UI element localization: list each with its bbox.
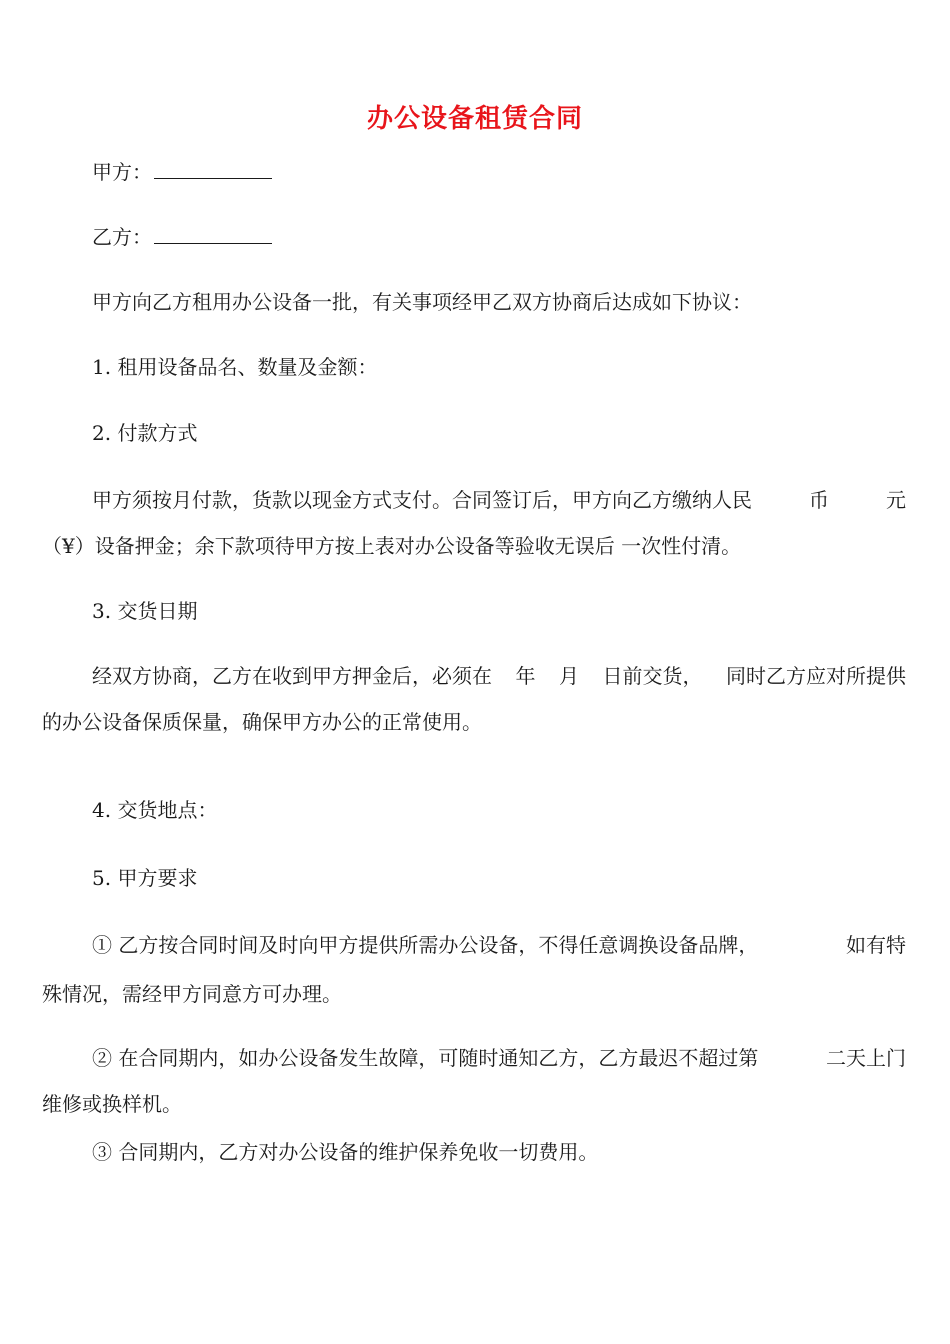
party-a-blank xyxy=(154,160,272,179)
section-5-heading: 5. 甲方要求 xyxy=(92,866,198,890)
section-4-heading: 4. 交货地点： xyxy=(92,798,218,822)
party-a-line xyxy=(92,158,272,186)
requirement-2-text-b: 二天上门 xyxy=(826,1046,906,1070)
section-3-text-day: 日前交货， xyxy=(602,664,703,688)
section-3-text-year: 年 xyxy=(515,664,536,688)
intro-paragraph: 甲方向乙方租用办公设备一批，有关事项经甲乙双方协商后达成如下协议： xyxy=(92,290,752,314)
requirement-3-line-1: ③ 合同期内，乙方对办公设备的维护保养免收一切费用。 xyxy=(92,1140,599,1164)
section-2-heading: 2. 付款方式 xyxy=(92,421,198,445)
section-2-text-b: 币 xyxy=(809,488,829,512)
requirement-1-line-1 xyxy=(92,931,906,959)
section-3-text-b: 同时乙方应对所提供 xyxy=(726,664,906,688)
requirement-1-line-2: 殊情况，需经甲方同意方可办理。 xyxy=(42,982,342,1006)
section-3-heading: 3. 交货日期 xyxy=(92,599,198,623)
party-a-label: 甲方： xyxy=(92,160,152,184)
section-2-text-a: 甲方须按月付款，货款以现金方式支付。合同签订后，甲方向乙方缴纳人民 xyxy=(92,488,752,512)
requirement-2-line-1 xyxy=(92,1044,906,1072)
section-3-text-month: 月 xyxy=(559,664,579,688)
requirement-1-text-a: ① 乙方按合同时间及时向甲方提供所需办公设备，不得任意调换设备品牌， xyxy=(92,933,759,957)
requirement-1-text-b: 如有特 xyxy=(846,933,906,957)
section-1-heading: 1. 租用设备品名、数量及金额： xyxy=(92,355,378,379)
requirement-2-text-a: ② 在合同期内，如办公设备发生故障，可随时通知乙方，乙方最迟不超过第 xyxy=(92,1046,759,1070)
section-2-paragraph-line-2: （¥）设备押金；余下款项待甲方按上表对办公设备等验收无误后 一次性付清。 xyxy=(42,534,742,558)
section-3-paragraph-line-1 xyxy=(92,662,906,690)
requirement-2-line-2: 维修或换样机。 xyxy=(42,1092,182,1116)
section-2-paragraph-line-1 xyxy=(92,486,906,514)
section-2-text-c: 元 xyxy=(886,488,906,512)
party-b-line xyxy=(92,223,272,251)
document-title: 办公设备租赁合同 xyxy=(366,104,583,134)
party-b-label: 乙方： xyxy=(92,225,152,249)
party-b-blank xyxy=(154,225,272,244)
section-3-text-a: 经双方协商，乙方在收到甲方押金后，必须在 xyxy=(92,664,492,688)
section-3-paragraph-line-2: 的办公设备保质保量，确保甲方办公的正常使用。 xyxy=(42,710,482,734)
